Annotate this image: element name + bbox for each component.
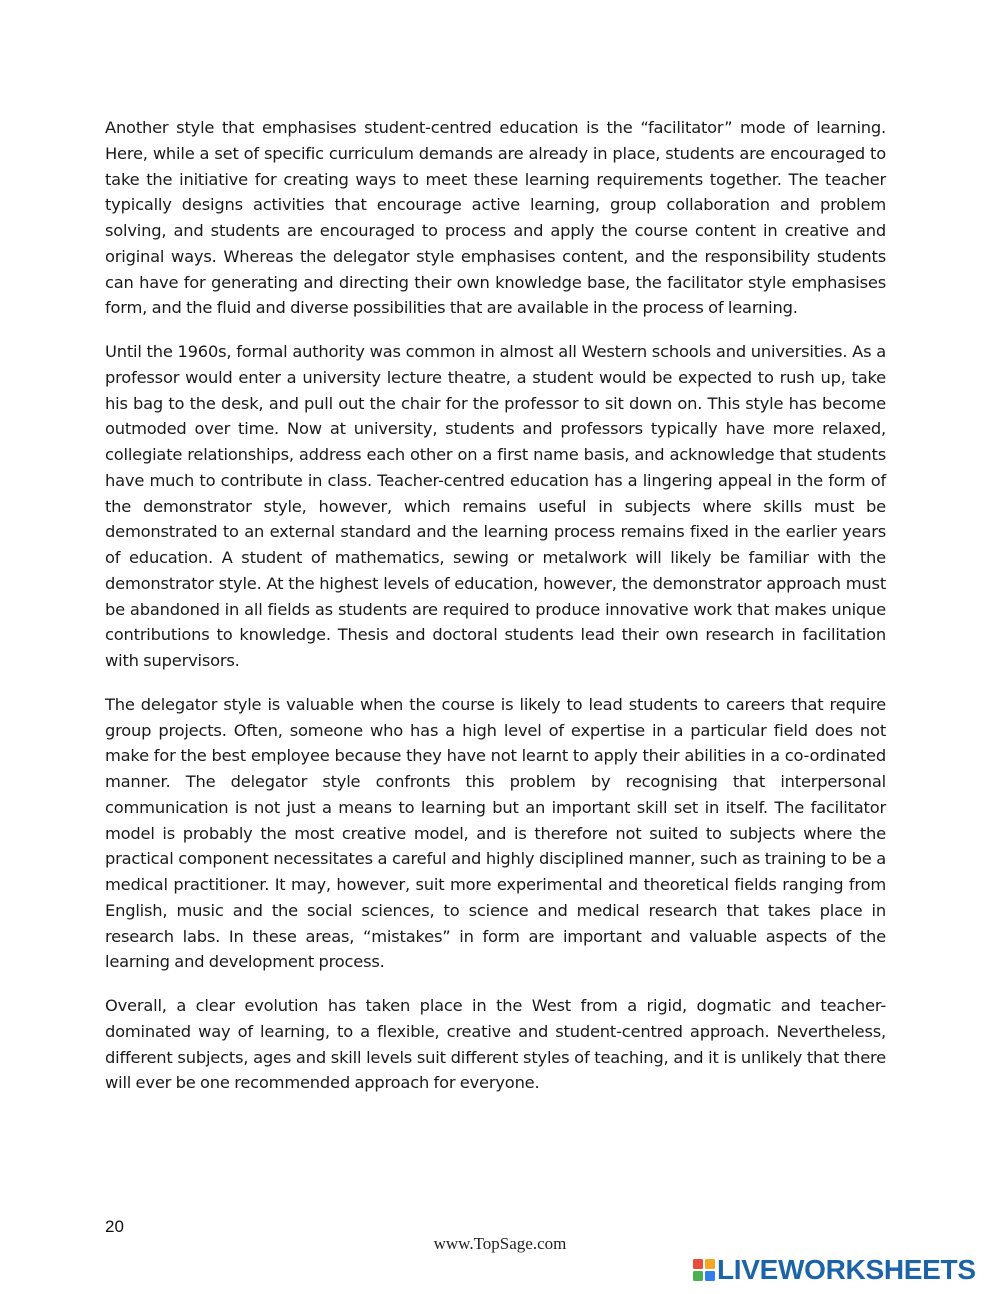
- paragraph-4: Overall, a clear evolution has taken place in the West from a rigid, dogmatic and teacher-dominated way of learning, to a flexible, creative and student-centred approach. Nevertheless, different subjects, ages and skill levels suit different styles of teaching, and it is unlikely that there will ever be one recommended approach for everyone.: [105, 996, 886, 1093]
- paragraph-3: The delegator style is valuable when the course is likely to lead students to careers that require group projects. Often, someone who has a high level of expertise in a particular field does not make for the best employee because they have not learnt to apply their abilities in a co-ordinated manner. The delegator style confronts this problem by recognising that interpersonal communication is not just a means to learning but an important skill set in itself. The facilitator model is probably the most creative model, and is therefore not suited to subjects where the practical component necessitates a careful and highly disciplined manner, such as training to be a medical practitioner. It may, however, suit more experimental and theoretical fields ranging from English, music and the social sciences, to science and medical research that takes place in research labs. In these areas, “mistakes” in form are important and valuable aspects of the learning and development process.: [105, 694, 886, 972]
- liveworksheets-logo-icon: [693, 1259, 715, 1281]
- paragraph-2: Until the 1960s, formal authority was common in almost all Western schools and universities. As a professor would enter a university lecture theatre, a student would be expected to rush up, take his bag to the desk, and pull out the chair for the professor to sit down on. This style has become outmoded over time. Now at university, students and professors typically have more relaxed, collegiate relationships, address each other on a first name basis, and acknowledge that students have much to contribute in class. Teacher-centred education has a lingering appeal in the form of the demonstrator style, however, which remains useful in subjects where skills must be demonstrated to an external standard and the learning process remains fixed in the earlier years of education. A student of mathematics, sewing or metalwork will likely be familiar with the demonstrator style. At the highest levels of education, however, the demonstrator approach must be abandoned in all fields as students are required to produce innovative work that makes unique contributions to knowledge. Thesis and doctoral students lead their own research in facilitation with supervisors.: [105, 342, 886, 670]
- document-body: [105, 115, 886, 1114]
- website-url[interactable]: www.TopSage.com: [433, 1234, 567, 1253]
- logo-square-red: [693, 1259, 703, 1269]
- logo-square-orange: [705, 1259, 715, 1269]
- logo-square-blue: [705, 1271, 715, 1281]
- page-number: 20: [105, 1217, 124, 1236]
- logo-square-green: [693, 1271, 703, 1281]
- liveworksheets-brand[interactable]: [693, 1254, 976, 1286]
- paragraph-1: Another style that emphasises student-centred education is the “facilitator” mode of learning. Here, while a set of specific curriculum demands are already in place, students are encouraged to take the initiative for creating ways to meet these learning requirements together. The teacher typically designs activities that encourage active learning, group collaboration and problem solving, and students are encouraged to process and apply the course content in creative and original ways. Whereas the delegator style emphasises content, and the responsibility students can have for generating and directing their own knowledge base, the facilitator style emphasises form, and the fluid and diverse possibilities that are available in the process of learning.: [105, 118, 886, 318]
- brand-name: LIVEWORKSHEETS: [717, 1254, 976, 1285]
